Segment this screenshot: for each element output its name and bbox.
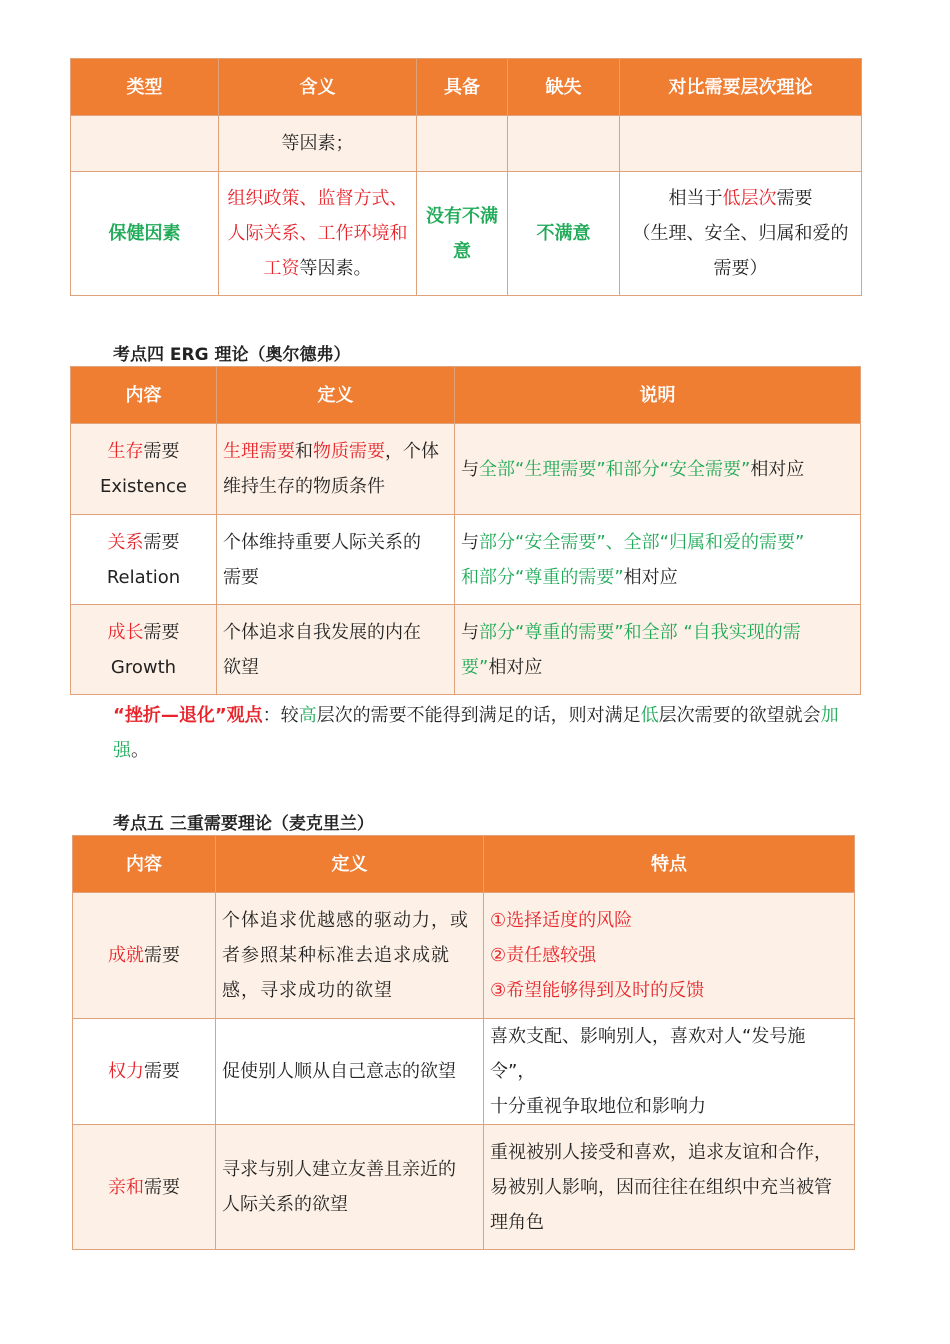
header-compare: 对比需要层次理论 [620, 59, 862, 116]
header-content: 内容 [73, 836, 216, 893]
definition-cell: 生理需要和物质需要，个体 维持生存的物质条件 [217, 424, 455, 515]
name-cell: 成长需要 Growth [71, 605, 217, 695]
meaning-cell: 等因素； [219, 116, 417, 172]
header-content: 内容 [71, 367, 217, 424]
explanation-cell: 与部分“尊重的需要”和全部 “自我实现的需 要”相对应 [455, 605, 861, 695]
erg-table [70, 366, 861, 695]
table-row [71, 605, 861, 695]
table-row [71, 116, 862, 172]
name-cell: 关系需要 Relation [71, 515, 217, 605]
features-cell: 重视被别人接受和喜欢，追求友谊和合作， 易被别人影响，因而往往在组织中充当被管 理角色 [484, 1125, 855, 1250]
table-row [71, 424, 861, 515]
compare-cell: 相当于低层次需要 （生理、安全、归属和爱的 需要） [620, 172, 862, 296]
definition-cell: 寻求与别人建立友善且亲近的 人际关系的欲望 [216, 1125, 484, 1250]
header-lack: 缺失 [508, 59, 620, 116]
header-definition: 定义 [217, 367, 455, 424]
header-definition: 定义 [216, 836, 484, 893]
definition-cell: 促使别人顺从自己意志的欲望 [216, 1019, 484, 1125]
section-title-erg: 考点四 ERG 理论（奥尔德弗） [113, 345, 351, 365]
name-cell: 成就需要 [73, 893, 216, 1019]
header-meaning: 含义 [219, 59, 417, 116]
features-cell: 喜欢支配、影响别人，喜欢对人“发号施令”， 十分重视争取地位和影响力 [484, 1019, 855, 1125]
table-header-row [71, 59, 862, 116]
definition-cell: 个体追求自我发展的内在 欲望 [217, 605, 455, 695]
table-row [73, 1125, 855, 1250]
header-features: 特点 [484, 836, 855, 893]
section-title-three-needs: 考点五 三重需要理论（麦克里兰） [113, 814, 374, 834]
frustration-regression-note: “挫折—退化”观点：较高层次的需要不能得到满足的话，则对满足低层次需要的欲望就会加 强。 [113, 705, 839, 761]
header-have: 具备 [417, 59, 508, 116]
explanation-cell: 与部分“安全需要”、全部“归属和爱的需要” 和部分“尊重的需要”相对应 [455, 515, 861, 605]
motivation-hygiene-table [70, 58, 862, 296]
name-cell: 生存需要 Existence [71, 424, 217, 515]
header-explanation: 说明 [455, 367, 861, 424]
name-cell: 权力需要 [73, 1019, 216, 1125]
table-row [71, 172, 862, 296]
definition-cell: 个体维持重要人际关系的 需要 [217, 515, 455, 605]
explanation-cell: 与全部“生理需要”和部分“安全需要”相对应 [455, 424, 861, 515]
table-header-row [73, 836, 855, 893]
have-cell: 没有不满 意 [417, 172, 508, 296]
definition-cell: 个体追求优越感的驱动力，或 者参照某种标准去追求成就 感，寻求成功的欲望 [216, 893, 484, 1019]
table-header-row [71, 367, 861, 424]
meaning-cell: 组织政策、监督方式、 人际关系、工作环境和 工资等因素。 [219, 172, 417, 296]
three-needs-table [72, 835, 855, 1250]
header-type: 类型 [71, 59, 219, 116]
table-row [71, 515, 861, 605]
table-row [73, 893, 855, 1019]
type-cell: 保健因素 [71, 172, 219, 296]
lack-cell: 不满意 [508, 172, 620, 296]
name-cell: 亲和需要 [73, 1125, 216, 1250]
features-cell: ①选择适度的风险 ②责任感较强 ③希望能够得到及时的反馈 [484, 893, 855, 1019]
table-row [73, 1019, 855, 1125]
